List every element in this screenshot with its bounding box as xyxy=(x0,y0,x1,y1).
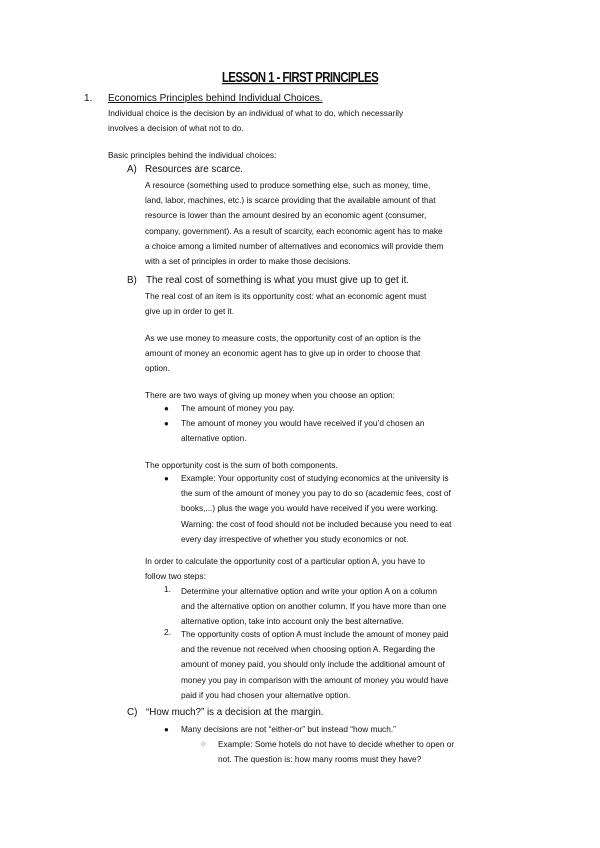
text-line: option. xyxy=(145,363,170,374)
list-item xyxy=(181,401,295,416)
text-line: A resource (something used to produce something else, such as money, time, xyxy=(145,180,431,190)
sub-list-item xyxy=(218,737,454,767)
example-block xyxy=(181,471,451,547)
text-line: the sum of the amount of money you pay to do so (academic fees, cost of xyxy=(181,488,451,499)
text-line: In order to calculate the opportunity cost of a particular option A, you have to xyxy=(145,556,425,566)
principle-a-letter: A) xyxy=(127,164,137,175)
bullet-icon: ● xyxy=(164,474,169,483)
ways-intro: There are two ways of giving up money when you choose an option: xyxy=(145,390,395,400)
bullet-icon: ● xyxy=(164,404,169,413)
text-line: amount of money an economic agent has to give up in order to choose that xyxy=(145,348,421,359)
text-line: Determine your alternative option and write your option A on a column xyxy=(181,586,437,596)
text-line: land, labor, machines, etc.) is scarce providing that the available amount of that xyxy=(145,195,436,206)
steps-intro xyxy=(145,554,425,584)
text-line: every day irrespective of whether you study economics or not. xyxy=(181,533,409,544)
text-line: and the alternative option on another column. If you have more than one xyxy=(181,601,447,612)
section-intro xyxy=(108,106,403,136)
principle-b-heading: The real cost of something is what you must give up to get it. xyxy=(146,275,410,286)
section-heading: Economics Principles behind Individual Choices. xyxy=(108,93,323,104)
principle-a-heading: Resources are scarce. xyxy=(145,164,244,175)
text-line: The amount of money you would have received if you’d chosen an xyxy=(181,418,425,428)
text-line: paid if you had chosen your alternative option. xyxy=(181,689,351,700)
text-line: a choice among a limited number of alternatives and economics will provide them xyxy=(145,240,444,251)
text-line: involves a decision of what not to do. xyxy=(108,123,244,134)
text-line: company, government). As a result of scarcity, each economic agent has to make xyxy=(145,225,443,236)
text-line: give up in order to get it. xyxy=(145,306,235,317)
list-item xyxy=(181,416,425,446)
step-number: 2. xyxy=(164,627,171,637)
text-line: Individual choice is the decision by an individual of what to do, which necessarily xyxy=(108,108,404,118)
basic-principles-intro: Basic principles behind the individual choices: xyxy=(108,150,277,160)
text-line: not. The question is: how many rooms must they have? xyxy=(218,754,422,765)
bullet-icon: ● xyxy=(164,725,169,734)
text-line: amount of money paid, you should only include the additional amount of xyxy=(181,659,445,670)
hollow-bullet-icon: ○ xyxy=(201,741,206,748)
text-line: with a set of principles in order to make those decisions. xyxy=(145,256,351,267)
text-line: resource is lower than the amount desired by an economic agent (consumer, xyxy=(145,210,427,221)
list-item xyxy=(181,722,396,737)
text-line: money you pay in comparison with the amount of money you would have xyxy=(181,674,449,685)
text-line: alternative option. xyxy=(181,433,247,444)
text-line: Example: Some hotels do not have to decide whether to open or xyxy=(218,739,455,749)
principle-b-body1 xyxy=(145,289,426,319)
text-line: The amount of money you pay. xyxy=(181,403,295,413)
text-line: The real cost of an item is its opportunity cost: what an economic agent must xyxy=(145,291,427,301)
text-line: alternative option, take into account only the best alternative. xyxy=(181,616,404,627)
section-number: 1. xyxy=(84,93,93,104)
step-number: 1. xyxy=(164,584,171,594)
text-line: Many decisions are not “either-or” but instead “how much.” xyxy=(181,724,396,734)
page-title: LESSON 1 - FIRST PRINCIPLES xyxy=(221,70,379,86)
text-line: The opportunity costs of option A must include the amount of money paid xyxy=(181,629,449,639)
principle-b-letter: B) xyxy=(127,275,137,286)
principle-c-heading: “How much?” is a decision at the margin. xyxy=(146,707,324,718)
text-line: follow two steps: xyxy=(145,571,206,582)
principle-b-body2 xyxy=(145,331,421,377)
bullet-icon: ● xyxy=(164,419,169,428)
principle-c-letter: C) xyxy=(127,707,138,718)
step-item xyxy=(181,584,446,630)
step-item xyxy=(181,627,449,703)
text-line: and the revenue not received when choosing option A. Regarding the xyxy=(181,644,436,655)
text-line: As we use money to measure costs, the opportunity cost of an option is the xyxy=(145,333,421,343)
principle-a-body xyxy=(145,178,443,269)
text-line: Example: Your opportunity cost of studying economics at the university is xyxy=(181,473,449,483)
sum-text: The opportunity cost is the sum of both components. xyxy=(145,460,338,470)
text-line: Warning: the cost of food should not be included because you need to eat xyxy=(181,518,452,529)
text-line: books,...) plus the wage you would have received if you were working. xyxy=(181,503,438,514)
